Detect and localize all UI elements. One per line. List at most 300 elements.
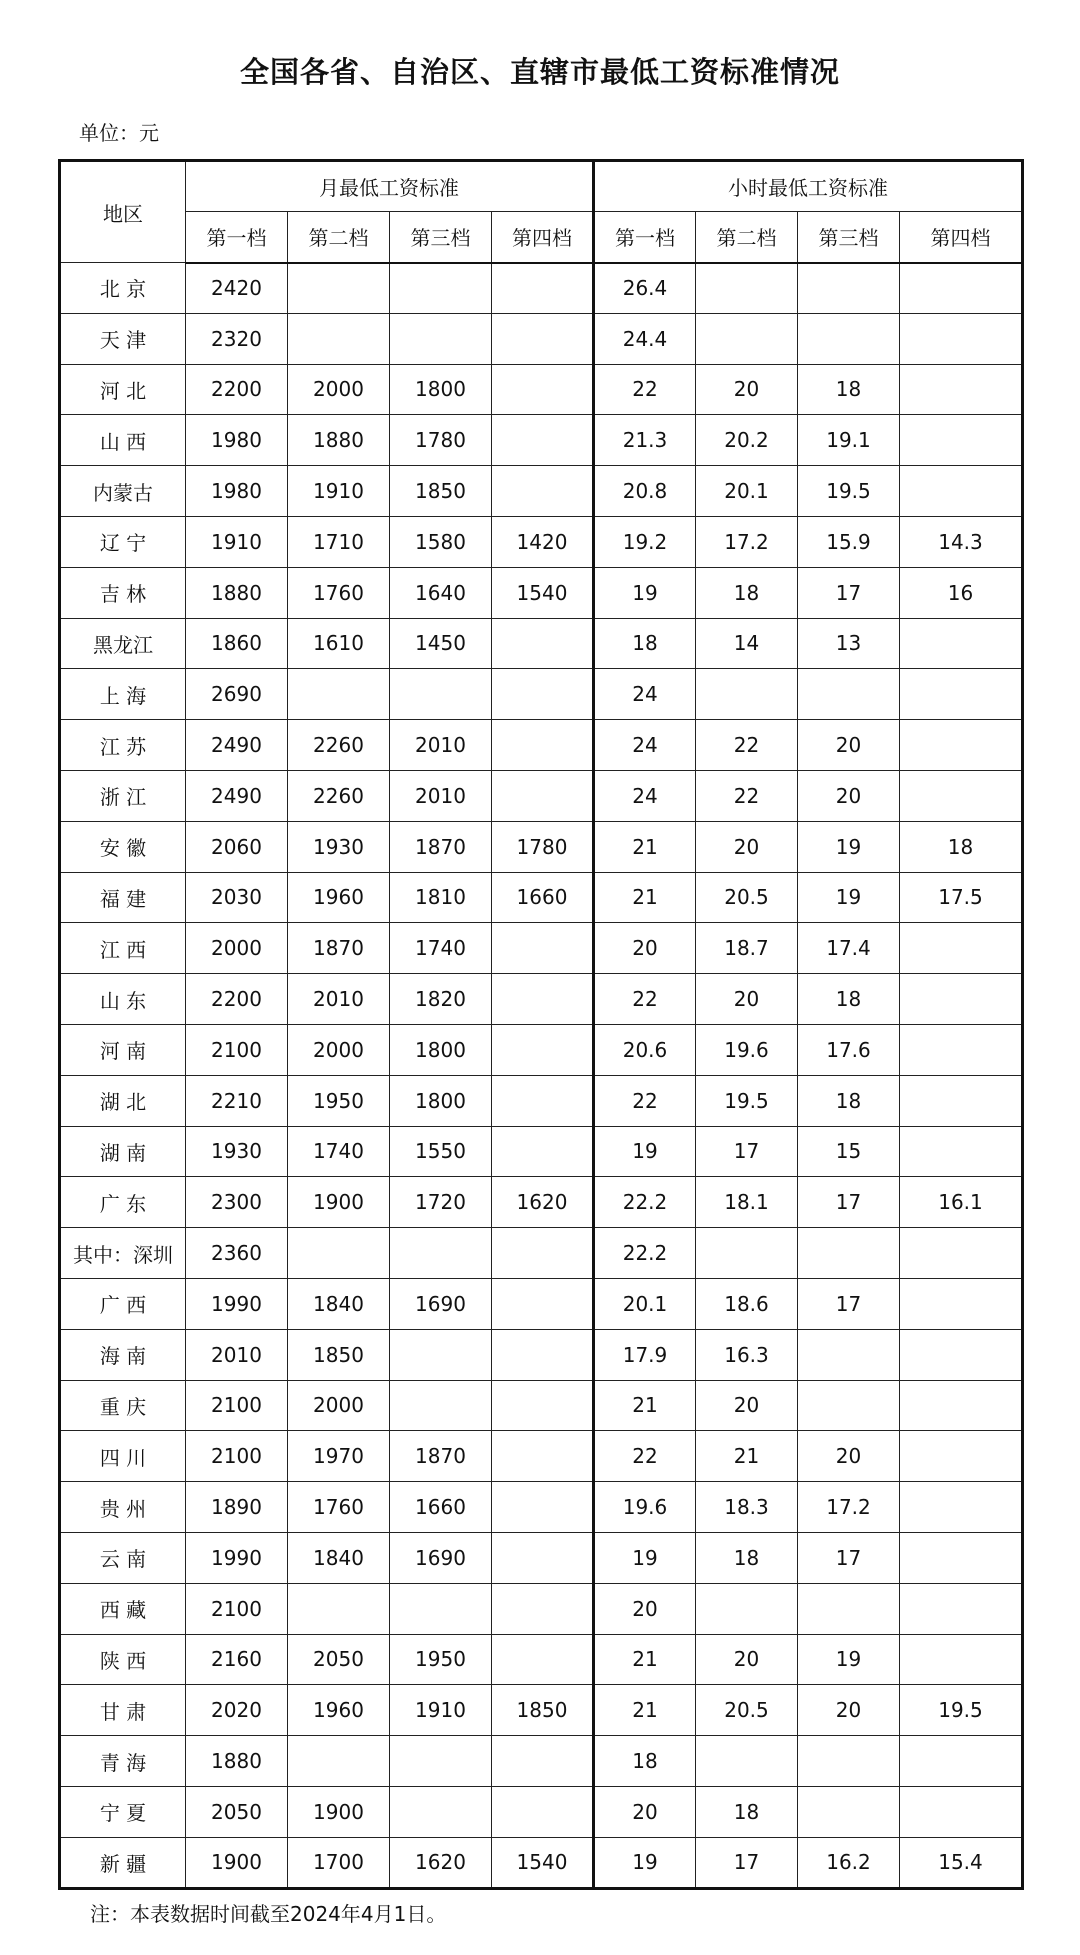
table-row <box>60 669 1023 720</box>
hourly-tier-2-cell: 17 <box>696 1126 798 1177</box>
hourly-tier-3-header: 第三档 <box>798 212 900 263</box>
table-row <box>60 1278 1023 1329</box>
hourly-tier-2-header: 第二档 <box>696 212 798 263</box>
hourly-tier-1-cell: 24 <box>594 770 696 821</box>
table-row <box>60 872 1023 923</box>
monthly-tier-2-cell <box>288 669 390 720</box>
monthly-tier-1-cell: 1980 <box>186 415 288 466</box>
monthly-tier-4-cell: 1850 <box>492 1685 594 1736</box>
monthly-tier-3-header: 第三档 <box>390 212 492 263</box>
monthly-tier-2-cell: 1850 <box>288 1329 390 1380</box>
hourly-tier-2-cell: 16.3 <box>696 1329 798 1380</box>
monthly-tier-3-cell: 1800 <box>390 1024 492 1075</box>
monthly-tier-4-cell: 1540 <box>492 567 594 618</box>
monthly-tier-4-cell <box>492 1532 594 1583</box>
monthly-tier-1-cell: 1890 <box>186 1482 288 1533</box>
hourly-tier-3-cell: 15.9 <box>798 516 900 567</box>
region-header: 地区 <box>60 161 186 263</box>
hourly-tier-3-cell: 17 <box>798 1177 900 1228</box>
hourly-tier-1-cell: 21 <box>594 1685 696 1736</box>
hourly-tier-1-cell: 22 <box>594 364 696 415</box>
hourly-tier-1-cell: 18 <box>594 1736 696 1787</box>
hourly-tier-4-cell <box>900 1024 1023 1075</box>
hourly-tier-4-cell: 16 <box>900 567 1023 618</box>
monthly-tier-3-cell <box>390 1736 492 1787</box>
hourly-tier-2-cell <box>696 669 798 720</box>
monthly-tier-1-cell: 2100 <box>186 1431 288 1482</box>
hourly-tier-3-cell: 20 <box>798 720 900 771</box>
monthly-tier-1-cell: 1930 <box>186 1126 288 1177</box>
region-cell: 海 南 <box>60 1329 186 1380</box>
region-cell: 湖 南 <box>60 1126 186 1177</box>
hourly-tier-3-cell: 16.2 <box>798 1837 900 1888</box>
monthly-tier-1-cell: 2010 <box>186 1329 288 1380</box>
hourly-tier-3-cell <box>798 1583 900 1634</box>
monthly-tier-1-cell: 2000 <box>186 923 288 974</box>
monthly-tier-2-cell: 2260 <box>288 770 390 821</box>
hourly-tier-1-cell: 20.8 <box>594 466 696 517</box>
hourly-tier-3-cell: 18 <box>798 364 900 415</box>
hourly-tier-3-cell <box>798 263 900 314</box>
hourly-tier-1-cell: 21 <box>594 1380 696 1431</box>
hourly-tier-2-cell: 18 <box>696 567 798 618</box>
hourly-tier-2-cell: 20 <box>696 1634 798 1685</box>
monthly-tier-4-cell <box>492 1786 594 1837</box>
hourly-tier-3-cell <box>798 1329 900 1380</box>
region-cell: 安 徽 <box>60 821 186 872</box>
hourly-tier-2-cell: 22 <box>696 770 798 821</box>
monthly-tier-3-cell <box>390 669 492 720</box>
hourly-tier-3-cell: 13 <box>798 618 900 669</box>
table-row <box>60 1380 1023 1431</box>
hourly-tier-4-cell <box>900 1329 1023 1380</box>
monthly-tier-4-cell <box>492 618 594 669</box>
monthly-tier-4-cell <box>492 1380 594 1431</box>
monthly-tier-1-cell: 2490 <box>186 720 288 771</box>
hourly-tier-2-cell: 21 <box>696 1431 798 1482</box>
hourly-tier-4-cell <box>900 1278 1023 1329</box>
monthly-tier-4-cell <box>492 1482 594 1533</box>
hourly-tier-3-cell: 17.6 <box>798 1024 900 1075</box>
monthly-tier-1-cell: 1980 <box>186 466 288 517</box>
monthly-tier-4-cell <box>492 1228 594 1279</box>
monthly-tier-2-cell: 1950 <box>288 1075 390 1126</box>
hourly-tier-2-cell: 20.5 <box>696 1685 798 1736</box>
hourly-tier-2-cell: 18 <box>696 1532 798 1583</box>
hourly-tier-1-cell: 22.2 <box>594 1228 696 1279</box>
hourly-tier-3-cell <box>798 1736 900 1787</box>
hourly-tier-1-cell: 24 <box>594 669 696 720</box>
monthly-tier-3-cell: 1810 <box>390 872 492 923</box>
hourly-tier-4-cell <box>900 1482 1023 1533</box>
hourly-tier-2-cell <box>696 263 798 314</box>
monthly-tier-2-cell: 1960 <box>288 872 390 923</box>
region-cell: 上 海 <box>60 669 186 720</box>
hourly-tier-3-cell: 17.4 <box>798 923 900 974</box>
hourly-tier-1-cell: 19 <box>594 1837 696 1888</box>
monthly-tier-3-cell: 1550 <box>390 1126 492 1177</box>
region-cell: 山 西 <box>60 415 186 466</box>
monthly-tier-2-cell: 1960 <box>288 1685 390 1736</box>
monthly-tier-3-cell: 1800 <box>390 1075 492 1126</box>
hourly-tier-4-cell: 18 <box>900 821 1023 872</box>
region-cell: 河 南 <box>60 1024 186 1075</box>
monthly-tier-2-cell <box>288 313 390 364</box>
monthly-tier-3-cell: 1450 <box>390 618 492 669</box>
monthly-tier-1-cell: 2030 <box>186 872 288 923</box>
hourly-tier-4-cell: 17.5 <box>900 872 1023 923</box>
monthly-tier-2-cell: 2000 <box>288 1380 390 1431</box>
monthly-tier-1-cell: 1990 <box>186 1278 288 1329</box>
unit-label: 单位：元 <box>79 121 159 145</box>
monthly-tier-3-cell: 1640 <box>390 567 492 618</box>
region-cell: 云 南 <box>60 1532 186 1583</box>
hourly-tier-1-cell: 19.2 <box>594 516 696 567</box>
hourly-tier-1-cell: 17.9 <box>594 1329 696 1380</box>
monthly-tier-1-cell: 2210 <box>186 1075 288 1126</box>
table-row <box>60 516 1023 567</box>
hourly-tier-2-cell: 20.5 <box>696 872 798 923</box>
hourly-tier-2-cell: 20.1 <box>696 466 798 517</box>
monthly-tier-1-cell: 2690 <box>186 669 288 720</box>
monthly-tier-3-cell: 2010 <box>390 720 492 771</box>
monthly-tier-3-cell: 1660 <box>390 1482 492 1533</box>
hourly-tier-4-cell <box>900 1126 1023 1177</box>
hourly-tier-1-cell: 21 <box>594 872 696 923</box>
hourly-tier-1-cell: 24 <box>594 720 696 771</box>
monthly-tier-3-cell: 1580 <box>390 516 492 567</box>
table-row <box>60 1075 1023 1126</box>
region-cell: 西 藏 <box>60 1583 186 1634</box>
monthly-tier-3-cell <box>390 1786 492 1837</box>
hourly-tier-2-cell <box>696 1228 798 1279</box>
monthly-tier-4-cell <box>492 415 594 466</box>
monthly-tier-2-cell: 1760 <box>288 1482 390 1533</box>
monthly-tier-3-cell <box>390 1380 492 1431</box>
hourly-tier-4-cell <box>900 1380 1023 1431</box>
monthly-tier-4-cell <box>492 1583 594 1634</box>
hourly-tier-3-cell <box>798 313 900 364</box>
hourly-tier-2-cell: 18 <box>696 1786 798 1837</box>
table-row <box>60 1024 1023 1075</box>
table-row <box>60 1431 1023 1482</box>
hourly-tier-4-cell <box>900 415 1023 466</box>
hourly-tier-3-cell: 19 <box>798 1634 900 1685</box>
hourly-tier-4-cell <box>900 770 1023 821</box>
monthly-tier-1-cell: 2100 <box>186 1024 288 1075</box>
monthly-tier-1-cell: 2160 <box>186 1634 288 1685</box>
monthly-tier-4-cell: 1420 <box>492 516 594 567</box>
region-cell: 天 津 <box>60 313 186 364</box>
monthly-tier-3-cell: 1870 <box>390 1431 492 1482</box>
monthly-tier-3-cell: 1740 <box>390 923 492 974</box>
hourly-tier-2-cell: 19.6 <box>696 1024 798 1075</box>
minimum-wage-table <box>58 159 1024 1890</box>
hourly-tier-4-cell <box>900 720 1023 771</box>
monthly-tier-1-cell: 2100 <box>186 1380 288 1431</box>
table-row <box>60 1532 1023 1583</box>
monthly-tier-4-cell <box>492 1278 594 1329</box>
table-row <box>60 1126 1023 1177</box>
monthly-tier-2-cell: 1870 <box>288 923 390 974</box>
monthly-tier-4-cell <box>492 466 594 517</box>
region-cell: 四 川 <box>60 1431 186 1482</box>
hourly-tier-4-cell <box>900 1786 1023 1837</box>
hourly-tier-3-cell <box>798 1380 900 1431</box>
region-cell: 广 西 <box>60 1278 186 1329</box>
hourly-tier-1-cell: 19 <box>594 567 696 618</box>
monthly-tier-2-cell: 1700 <box>288 1837 390 1888</box>
footnote: 注：本表数据时间截至2024年4月1日。 <box>90 1902 447 1926</box>
monthly-tier-3-cell: 1690 <box>390 1532 492 1583</box>
region-cell: 贵 州 <box>60 1482 186 1533</box>
table-row <box>60 1177 1023 1228</box>
monthly-tier-2-cell <box>288 1736 390 1787</box>
region-cell: 北 京 <box>60 263 186 314</box>
monthly-tier-3-cell <box>390 1583 492 1634</box>
table-row <box>60 415 1023 466</box>
table-row <box>60 770 1023 821</box>
monthly-tier-3-cell: 1720 <box>390 1177 492 1228</box>
hourly-tier-1-cell: 26.4 <box>594 263 696 314</box>
region-cell: 山 东 <box>60 974 186 1025</box>
hourly-tier-4-cell <box>900 1431 1023 1482</box>
monthly-tier-4-cell <box>492 1075 594 1126</box>
hourly-tier-4-cell <box>900 313 1023 364</box>
monthly-tier-2-cell: 1900 <box>288 1177 390 1228</box>
hourly-tier-4-cell <box>900 1736 1023 1787</box>
hourly-tier-1-cell: 22 <box>594 1075 696 1126</box>
hourly-tier-1-cell: 24.4 <box>594 313 696 364</box>
region-cell: 内蒙古 <box>60 466 186 517</box>
region-cell: 湖 北 <box>60 1075 186 1126</box>
hourly-tier-4-cell <box>900 618 1023 669</box>
monthly-tier-4-cell <box>492 1431 594 1482</box>
hourly-tier-4-header: 第四档 <box>900 212 1023 263</box>
table-row <box>60 1786 1023 1837</box>
table-row <box>60 1482 1023 1533</box>
table-row <box>60 263 1023 314</box>
monthly-tier-3-cell <box>390 1329 492 1380</box>
hourly-tier-2-cell: 20 <box>696 364 798 415</box>
monthly-tier-2-cell <box>288 263 390 314</box>
monthly-tier-3-cell: 1620 <box>390 1837 492 1888</box>
hourly-tier-4-cell <box>900 1228 1023 1279</box>
monthly-tier-2-cell: 1930 <box>288 821 390 872</box>
monthly-tier-4-cell: 1660 <box>492 872 594 923</box>
hourly-tier-1-cell: 19 <box>594 1126 696 1177</box>
monthly-tier-4-cell <box>492 720 594 771</box>
hourly-tier-3-cell <box>798 1228 900 1279</box>
table-row <box>60 720 1023 771</box>
monthly-tier-1-cell: 2360 <box>186 1228 288 1279</box>
hourly-tier-4-cell <box>900 263 1023 314</box>
monthly-tier-4-cell <box>492 1126 594 1177</box>
monthly-tier-4-cell <box>492 923 594 974</box>
hourly-tier-2-cell <box>696 313 798 364</box>
hourly-tier-4-cell <box>900 1532 1023 1583</box>
hourly-tier-3-cell: 17 <box>798 567 900 618</box>
hourly-tier-3-cell: 19 <box>798 872 900 923</box>
hourly-tier-1-cell: 19 <box>594 1532 696 1583</box>
monthly-tier-2-cell: 1840 <box>288 1532 390 1583</box>
hourly-tier-1-cell: 20 <box>594 923 696 974</box>
hourly-tier-1-cell: 21 <box>594 1634 696 1685</box>
monthly-tier-4-cell: 1620 <box>492 1177 594 1228</box>
monthly-tier-2-cell: 1970 <box>288 1431 390 1482</box>
monthly-tier-4-cell <box>492 364 594 415</box>
hourly-tier-3-cell: 20 <box>798 1431 900 1482</box>
hourly-tier-1-cell: 22.2 <box>594 1177 696 1228</box>
hourly-tier-2-cell <box>696 1583 798 1634</box>
hourly-tier-3-cell <box>798 1786 900 1837</box>
hourly-tier-4-cell <box>900 974 1023 1025</box>
monthly-tier-2-cell <box>288 1583 390 1634</box>
hourly-tier-2-cell: 18.3 <box>696 1482 798 1533</box>
monthly-tier-2-cell: 2000 <box>288 364 390 415</box>
hourly-tier-2-cell: 17.2 <box>696 516 798 567</box>
region-cell: 重 庆 <box>60 1380 186 1431</box>
monthly-tier-2-cell: 1910 <box>288 466 390 517</box>
monthly-tier-2-cell <box>288 1228 390 1279</box>
region-cell: 新 疆 <box>60 1837 186 1888</box>
monthly-tier-1-cell: 1880 <box>186 1736 288 1787</box>
hourly-tier-4-cell: 19.5 <box>900 1685 1023 1736</box>
hourly-tier-4-cell <box>900 364 1023 415</box>
monthly-tier-1-cell: 2100 <box>186 1583 288 1634</box>
region-cell: 福 建 <box>60 872 186 923</box>
monthly-tier-3-cell: 1800 <box>390 364 492 415</box>
monthly-tier-1-cell: 2490 <box>186 770 288 821</box>
monthly-tier-2-cell: 1740 <box>288 1126 390 1177</box>
region-cell: 江 西 <box>60 923 186 974</box>
monthly-tier-1-cell: 2060 <box>186 821 288 872</box>
hourly-tier-3-cell: 19.1 <box>798 415 900 466</box>
monthly-tier-4-cell <box>492 1024 594 1075</box>
monthly-tier-4-cell <box>492 1736 594 1787</box>
hourly-tier-3-cell: 15 <box>798 1126 900 1177</box>
region-cell: 其中：深圳 <box>60 1228 186 1279</box>
hourly-tier-4-cell <box>900 923 1023 974</box>
monthly-tier-4-cell <box>492 770 594 821</box>
monthly-tier-3-cell: 1910 <box>390 1685 492 1736</box>
region-cell: 浙 江 <box>60 770 186 821</box>
monthly-tier-2-cell: 1760 <box>288 567 390 618</box>
monthly-tier-2-cell: 1880 <box>288 415 390 466</box>
hourly-tier-3-cell: 17.2 <box>798 1482 900 1533</box>
region-cell: 青 海 <box>60 1736 186 1787</box>
monthly-tier-4-cell <box>492 669 594 720</box>
monthly-tier-2-cell: 1610 <box>288 618 390 669</box>
hourly-tier-2-cell: 20 <box>696 974 798 1025</box>
table-row <box>60 1837 1023 1888</box>
hourly-tier-3-cell <box>798 669 900 720</box>
table-row <box>60 1329 1023 1380</box>
monthly-tier-1-cell: 2200 <box>186 364 288 415</box>
monthly-tier-1-cell: 2320 <box>186 313 288 364</box>
monthly-tier-1-header: 第一档 <box>186 212 288 263</box>
hourly-tier-1-cell: 22 <box>594 1431 696 1482</box>
monthly-tier-1-cell: 2300 <box>186 1177 288 1228</box>
table-row <box>60 1685 1023 1736</box>
region-cell: 甘 肃 <box>60 1685 186 1736</box>
monthly-header: 月最低工资标准 <box>186 161 594 212</box>
monthly-tier-2-cell: 2260 <box>288 720 390 771</box>
monthly-tier-2-cell: 1900 <box>288 1786 390 1837</box>
hourly-tier-4-cell: 14.3 <box>900 516 1023 567</box>
monthly-tier-3-cell: 1870 <box>390 821 492 872</box>
page-title: 全国各省、自治区、直辖市最低工资标准情况 <box>239 55 840 89</box>
table-row <box>60 1736 1023 1787</box>
hourly-tier-1-cell: 19.6 <box>594 1482 696 1533</box>
monthly-tier-4-cell <box>492 1634 594 1685</box>
hourly-tier-2-cell <box>696 1736 798 1787</box>
hourly-tier-4-cell: 15.4 <box>900 1837 1023 1888</box>
table-row <box>60 974 1023 1025</box>
monthly-tier-1-cell: 1860 <box>186 618 288 669</box>
region-cell: 宁 夏 <box>60 1786 186 1837</box>
monthly-tier-1-cell: 1910 <box>186 516 288 567</box>
hourly-tier-3-cell: 17 <box>798 1278 900 1329</box>
region-cell: 黑龙江 <box>60 618 186 669</box>
monthly-tier-1-cell: 1990 <box>186 1532 288 1583</box>
table-row <box>60 567 1023 618</box>
hourly-tier-3-cell: 19 <box>798 821 900 872</box>
monthly-tier-3-cell: 1950 <box>390 1634 492 1685</box>
table-row <box>60 923 1023 974</box>
monthly-tier-3-cell <box>390 313 492 364</box>
monthly-tier-4-cell <box>492 974 594 1025</box>
monthly-tier-4-cell <box>492 313 594 364</box>
hourly-tier-4-cell <box>900 466 1023 517</box>
hourly-tier-1-cell: 22 <box>594 974 696 1025</box>
hourly-tier-1-cell: 21 <box>594 821 696 872</box>
monthly-tier-1-cell: 1880 <box>186 567 288 618</box>
hourly-tier-3-cell: 18 <box>798 974 900 1025</box>
hourly-tier-1-cell: 20 <box>594 1583 696 1634</box>
monthly-tier-1-cell: 2050 <box>186 1786 288 1837</box>
hourly-tier-1-cell: 20.6 <box>594 1024 696 1075</box>
hourly-tier-4-cell <box>900 1075 1023 1126</box>
monthly-tier-3-cell: 1690 <box>390 1278 492 1329</box>
hourly-tier-2-cell: 20.2 <box>696 415 798 466</box>
hourly-tier-2-cell: 22 <box>696 720 798 771</box>
hourly-tier-1-cell: 20.1 <box>594 1278 696 1329</box>
table-body <box>60 263 1023 1889</box>
table-row <box>60 1634 1023 1685</box>
hourly-tier-2-cell: 18.1 <box>696 1177 798 1228</box>
hourly-tier-2-cell: 18.6 <box>696 1278 798 1329</box>
monthly-tier-4-cell <box>492 1329 594 1380</box>
hourly-tier-1-cell: 21.3 <box>594 415 696 466</box>
table-row <box>60 821 1023 872</box>
monthly-tier-3-cell <box>390 1228 492 1279</box>
hourly-tier-2-cell: 20 <box>696 821 798 872</box>
hourly-tier-2-cell: 19.5 <box>696 1075 798 1126</box>
hourly-tier-3-cell: 20 <box>798 770 900 821</box>
region-cell: 广 东 <box>60 1177 186 1228</box>
monthly-tier-1-cell: 1900 <box>186 1837 288 1888</box>
table-row <box>60 1228 1023 1279</box>
hourly-tier-3-cell: 17 <box>798 1532 900 1583</box>
monthly-tier-2-cell: 2000 <box>288 1024 390 1075</box>
table-row <box>60 618 1023 669</box>
table-row <box>60 466 1023 517</box>
hourly-tier-1-cell: 20 <box>594 1786 696 1837</box>
monthly-tier-4-cell <box>492 263 594 314</box>
hourly-tier-1-cell: 18 <box>594 618 696 669</box>
monthly-tier-2-cell: 1710 <box>288 516 390 567</box>
